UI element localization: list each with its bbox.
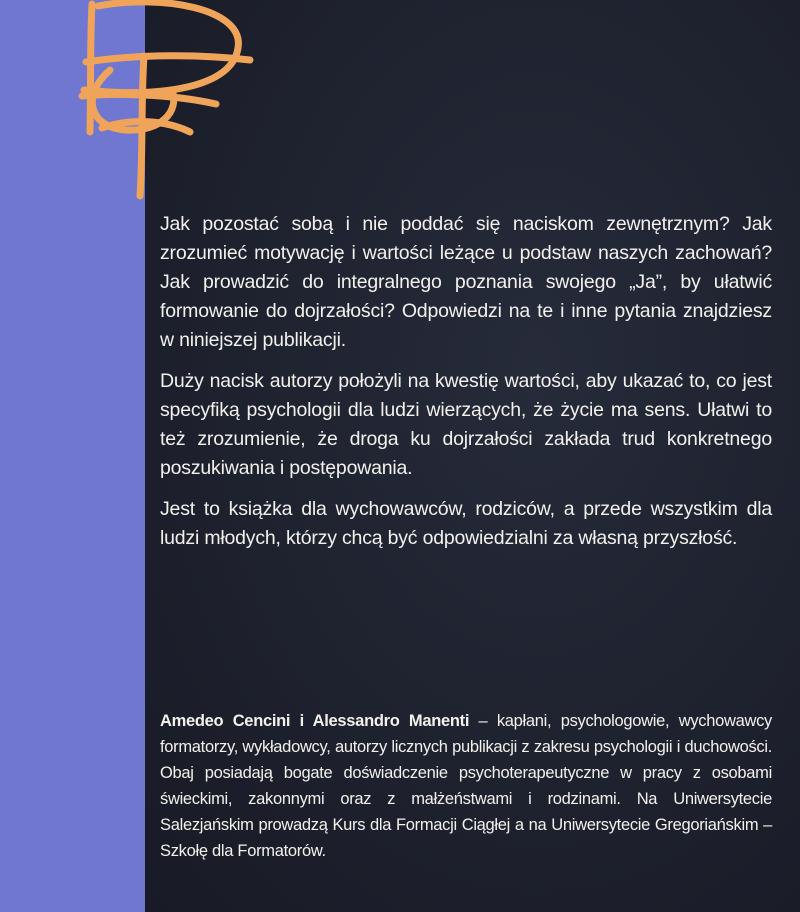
description-text [160, 210, 772, 565]
authors-description: – kapłani, psychologowie, wychowawcy formatorzy, wykładowcy, autorzy licznych publikacji z zakresu psychologii i duchowości. Obaj posiadają bogate doświadczenie psychoterapeutyczne w pracy z osobami świeckimi, zakonnymi oraz z małżeństwami i rodzinami. Na Uniwersytecie Salezjańskim prowadzą Kurs dla Formacji Ciągłej a na Uniwersytecie Gregoriańskim – Szkołę dla Formatorów. [160, 712, 772, 860]
pf-monogram-icon [40, 0, 280, 210]
authors-names: Amedeo Cencini i Alessandro Manenti [160, 712, 470, 730]
paragraph-audience: Jest to książka dla wychowawców, rodziców, a przede wszystkim dla ludzi młodych, którzy chcą być odpowiedzialni za własną przyszłość. [160, 498, 772, 549]
paragraph-values: Duży nacisk autorzy położyli na kwestię wartości, aby ukazać to, co jest specyfiką psychologii dla ludzi wierzących, że życie ma sens. Ułatwi to też zrozumienie, że droga ku dojrzałości zakłada trud konkretnego poszukiwania i postępowania. [160, 370, 772, 479]
authors-bio [160, 708, 772, 864]
paragraph-intro: Jak pozostać sobą i nie poddać się naciskom zewnętrznym? Jak zrozumieć motywację i wartości leżące u podstaw naszych zachowań? Jak prowadzić do integralnego poznania swojego „Ja”, by ułatwić formowanie do dojrzałości? Odpowiedzi na te i inne pytania znajdziesz w niniejszej publikacji. [160, 213, 772, 351]
